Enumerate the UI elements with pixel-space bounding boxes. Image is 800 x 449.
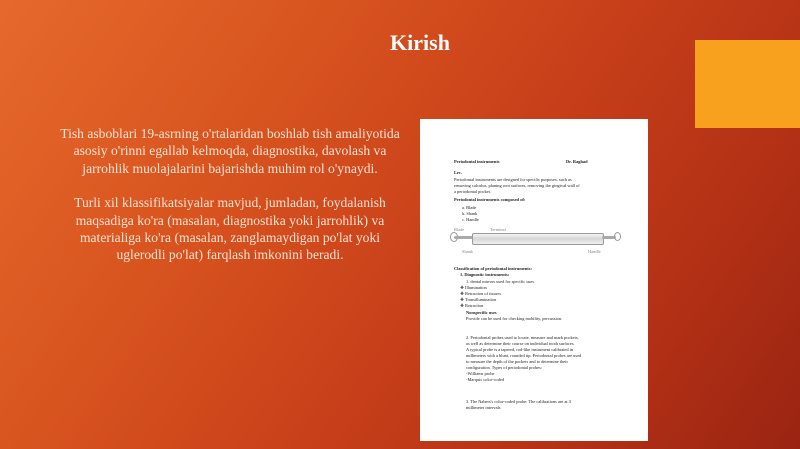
- doc-probes-line: A typical probe is a tapered, rod-like instrument calibrated in: [466, 347, 574, 352]
- doc-nabers-line: millimeter intervals: [466, 405, 501, 410]
- diagram-label: Shank: [462, 249, 473, 254]
- paragraph-classification: Turli xil klassifikatsiyalar mavjud, jumladan, foydalanish maqsadiga ko'ra (masalan, diagnostika yoki jarrohlik) va materialiga ko'ra (masalan, zanglamaydigan po'lat yoki uglerodli po'lat) farqlash imkonini beradi.: [74, 195, 386, 263]
- doc-bullet: ❖ Transillumination: [460, 297, 497, 302]
- doc-diagnostic-heading: 1. Diagnostic instruments:: [460, 272, 510, 277]
- diagram-label: Blade: [454, 227, 465, 232]
- diagram-label: Terminal: [490, 227, 506, 232]
- accent-rectangle: [695, 40, 800, 128]
- instrument-tip-right: [614, 232, 621, 241]
- doc-header-right: Dr. Raghad: [566, 159, 588, 164]
- doc-nabers-line: 3. The Nabers's color-coded probe: The calibrations are at 3: [466, 399, 571, 404]
- paragraph-intro: Tish asboblari 19-asrning o'rtalaridan boshlab tish amaliyotida asosiy o'rinni egallab kelmoqda, diagnostika, davolash va jarrohlik muolajalarini bajarishda muhim rol o'ynaydi.: [60, 126, 400, 176]
- doc-header-left: Periodontal instruments: [454, 159, 500, 164]
- doc-probes-line: as well as determine their course on individual tooth surfaces.: [466, 341, 575, 346]
- doc-composed-heading: Periodontal instruments composed of:: [454, 197, 526, 202]
- doc-probes-line: -Williams probe: [466, 371, 495, 376]
- doc-probes-line: to measure the depth of the pockets and to determine their: [466, 359, 568, 364]
- doc-probes-line: -Marquis color-coded: [466, 377, 505, 382]
- doc-intro-1: Periodontal instruments are designed for specific purposes, such as: [454, 177, 572, 182]
- doc-classification-heading: Classification of periodontal instruments:: [454, 266, 532, 271]
- doc-bullet: ❖ Retraction: [460, 303, 484, 308]
- doc-probes-line: 2. Periodontal probes used to locate, measure and mark pockets,: [466, 335, 579, 340]
- doc-nonspecific: Nonspecific uses: [466, 310, 497, 315]
- diagram-label: Handle: [588, 249, 601, 254]
- doc-bullet: ❖ Illumination: [460, 285, 487, 290]
- doc-bullet: ❖ Retraction of tissues: [460, 291, 501, 296]
- doc-probes-line: configuration. Types of periodontal probes:: [466, 365, 543, 370]
- doc-composed-item: c. Handle: [462, 217, 479, 222]
- doc-intro-3: a periodontal pocket.: [454, 189, 491, 194]
- doc-composed-item: b. Shank: [462, 211, 478, 216]
- doc-explorers-line: 1. dental mirrors used for specific uses: [466, 279, 534, 284]
- doc-nonspecific-desc: Provide can be used for checking mobility, percussion.: [466, 316, 563, 321]
- body-text: [55, 125, 405, 281]
- document-image: [420, 119, 648, 441]
- doc-lec: Lec.: [454, 170, 462, 175]
- doc-intro-2: removing calculus, planing root surfaces, removing the gingival wall of: [454, 183, 580, 188]
- doc-composed-item: a. Blade: [462, 205, 477, 210]
- doc-probes-line: millimeters with a blunt, rounded tip. Periodontal probes are used: [466, 353, 582, 358]
- instrument-handle: [472, 233, 604, 245]
- instrument-shank-left: [454, 236, 474, 239]
- slide-title: Kirish: [390, 30, 450, 55]
